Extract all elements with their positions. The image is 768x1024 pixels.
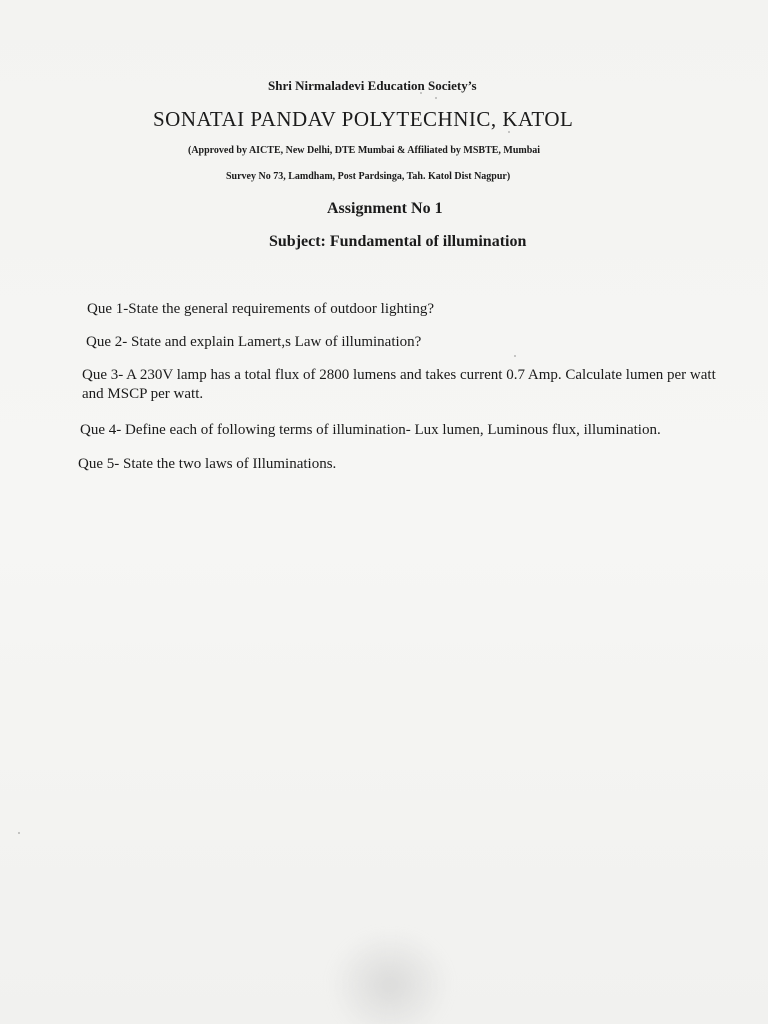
college-name: SONATAI PANDAV POLYTECHNIC, KATOL [153,107,574,131]
approval-line: (Approved by AICTE, New Delhi, DTE Mumbai & Affiliated by MSBTE, Mumbai [188,145,541,156]
paper-shadow [330,930,450,1024]
assignment-title: Assignment No 1 [327,200,443,217]
paper-speck [18,832,20,834]
society-name: Shri Nirmaladevi Education Society’s [268,78,477,93]
question-2: Que 2- State and explain Lamert,s Law of illumination? [86,334,422,350]
question-5: Que 5- State the two laws of Illuminations. [78,456,337,472]
paper-speck [514,355,516,357]
address-line: Survey No 73, Lamdham, Post Pardsinga, Tah. Katol Dist Nagpur) [226,171,511,182]
paper-speck [435,97,437,99]
subject-title: Subject: Fundamental of illumination [269,233,527,250]
question-3: Que 3- A 230V lamp has a total flux of 2800 lumens and takes current 0.7 Amp. Calculate lumen per watt and MSCP per watt. [82,367,716,402]
question-1: Que 1-State the general requirements of outdoor lighting? [87,301,434,317]
question-4: Que 4- Define each of following terms of illumination- Lux lumen, Luminous flux, illumination. [80,422,661,438]
